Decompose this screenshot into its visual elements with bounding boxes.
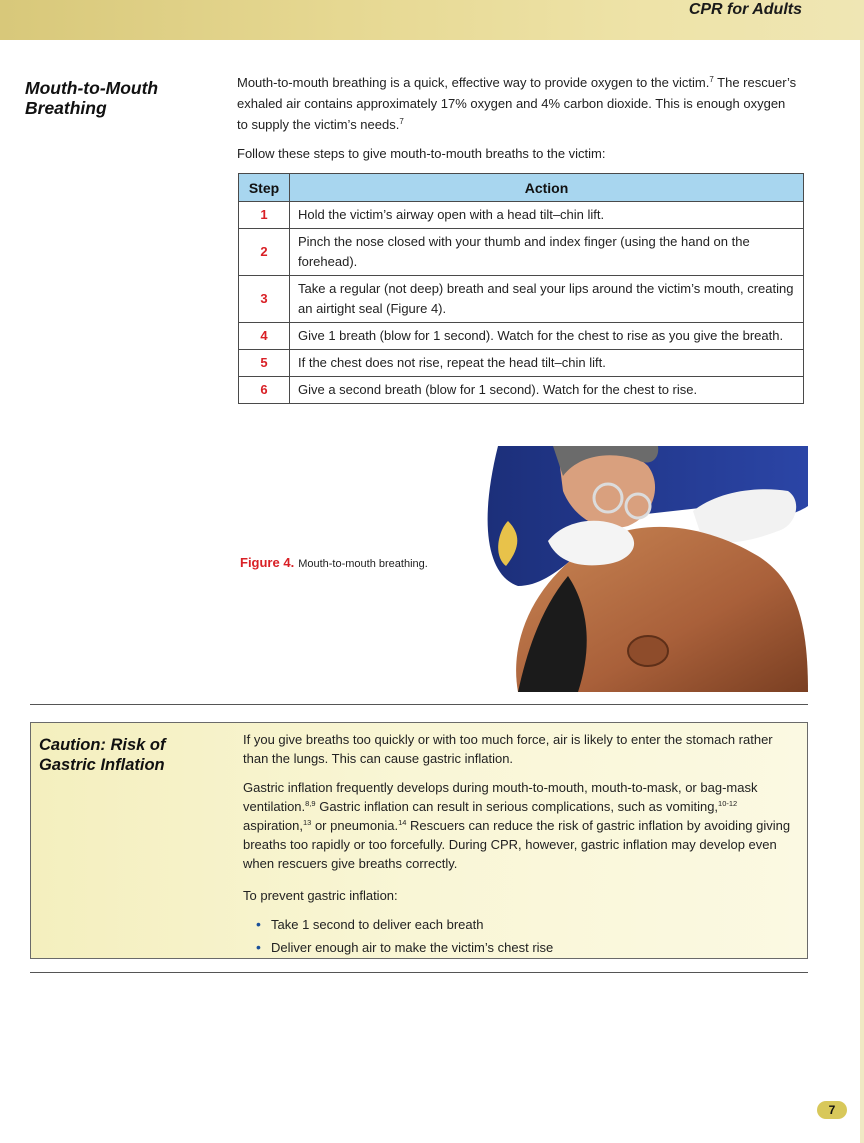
table-row — [239, 229, 804, 276]
caution-text: Gastric inflation can result in serious complications, such as vomiting, — [315, 799, 719, 814]
figure-label: Figure 4. — [240, 555, 295, 570]
caution-paragraph-1: If you give breaths too quickly or with too much force, air is likely to enter the stomach rather than the lungs. This can cause gastric inflation. — [243, 732, 773, 766]
figure-caption-text: Mouth-to-mouth breathing. — [298, 558, 428, 570]
header-action: Action — [290, 174, 804, 202]
reference-mark: 7 — [399, 117, 404, 126]
table-row — [239, 350, 804, 377]
section-title: Mouth-to-Mouth Breathing — [25, 78, 159, 118]
header-step: Step — [239, 174, 290, 202]
reference-mark: 13 — [302, 818, 312, 827]
caution-text: or pneumonia. — [311, 818, 399, 833]
caution-text: Rescuers can reduce the risk of gastric inflation by avoiding giving breaths too rapidly or too forcefully. During CPR, however, gastric inflation may develop even when rescuers give breaths correctly. — [243, 818, 791, 871]
list-item: • Take 1 second to deliver each breath — [253, 913, 553, 936]
reference-mark: 7 — [709, 75, 714, 84]
caution-paragraph-3: To prevent gastric inflation: — [243, 888, 398, 903]
caution-title: Caution: Risk of Gastric Inflation — [39, 736, 166, 774]
step-action: If the chest does not rise, repeat the head tilt–chin lift. — [290, 350, 804, 377]
step-number: 3 — [239, 276, 290, 323]
intro-text-1: Mouth-to-mouth breathing is a quick, effective way to provide oxygen to the victim. — [237, 75, 710, 90]
table-header-row — [239, 174, 804, 202]
page-number: 7 — [817, 1101, 847, 1119]
step-action: Give 1 breath (blow for 1 second). Watch for the chest to rise as you give the breath. — [290, 323, 804, 350]
step-number: 6 — [239, 377, 290, 404]
header-band — [0, 0, 864, 40]
steps-lead: Follow these steps to give mouth-to-mouth breaths to the victim: — [237, 146, 606, 161]
prevention-list — [253, 913, 553, 959]
reference-mark: 14 — [398, 818, 407, 827]
chapter-title: CPR for Adults — [688, 1, 802, 18]
step-action: Give a second breath (blow for 1 second). Watch for the chest to rise. — [290, 377, 804, 404]
step-number: 2 — [239, 229, 290, 276]
step-action: Pinch the nose closed with your thumb and index finger (using the hand on the forehead). — [290, 229, 804, 276]
caution-text: Gastric inflation frequently develops during mouth-to-mouth, mouth-to-mask, or bag-mask ventilation. — [243, 780, 758, 814]
table-row — [239, 202, 804, 229]
page-edge — [860, 40, 864, 1143]
mouth-to-mouth-illustration — [478, 446, 808, 692]
step-number: 5 — [239, 350, 290, 377]
intro-text-2: The rescuer’s exhaled air contains approximately 17% oxygen and 4% carbon dioxide. This is enough oxygen to supply the victim’s needs. — [237, 75, 797, 132]
caution-text: aspiration, — [243, 818, 303, 833]
step-number: 1 — [239, 202, 290, 229]
figure-caption — [240, 555, 428, 570]
intro-paragraph — [237, 72, 797, 135]
divider-line — [30, 972, 808, 973]
caution-box — [30, 722, 808, 959]
reference-mark: 8,9 — [305, 799, 316, 808]
reference-mark: 10-12 — [718, 799, 738, 808]
step-action: Take a regular (not deep) breath and seal your lips around the victim’s mouth, creating an airtight seal (Figure 4). — [290, 276, 804, 323]
step-number: 4 — [239, 323, 290, 350]
steps-table — [238, 173, 804, 404]
table-row — [239, 276, 804, 323]
list-item: • Deliver enough air to make the victim’s chest rise — [253, 936, 553, 959]
divider-line — [30, 704, 808, 705]
table-row — [239, 377, 804, 404]
caution-paragraph-2 — [243, 778, 795, 873]
step-action: Hold the victim’s airway open with a head tilt–chin lift. — [290, 202, 804, 229]
table-row — [239, 323, 804, 350]
